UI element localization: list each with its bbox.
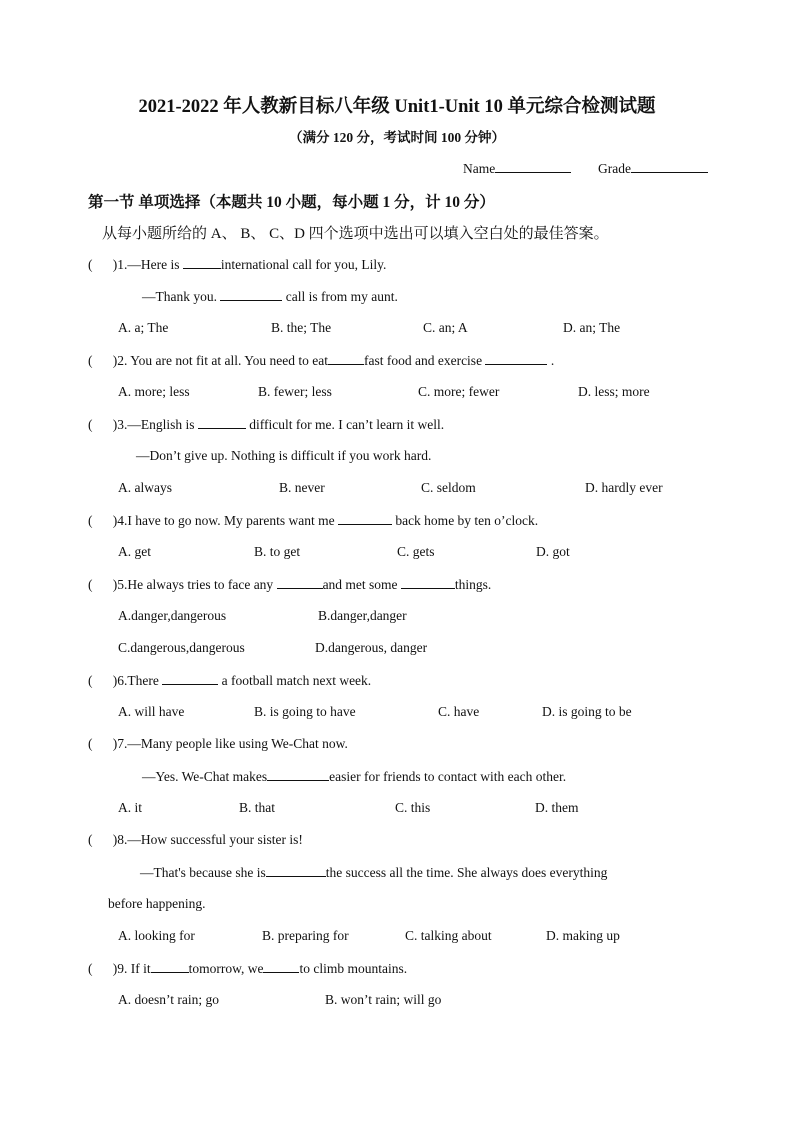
- answer-paren[interactable]: (: [88, 673, 113, 688]
- answer-blank: [266, 864, 326, 877]
- question-text: easier for friends to contact with each other.: [329, 769, 567, 784]
- option-d: D. is going to be: [542, 704, 632, 719]
- option-c: C.dangerous,dangerous: [118, 640, 245, 655]
- question-text: tomorrow, we: [188, 961, 264, 976]
- option-b: B. fewer; less: [258, 384, 332, 399]
- question-1: [88, 256, 386, 273]
- name-field[interactable]: [495, 160, 571, 173]
- question-8-continuation: before happening.: [108, 896, 206, 911]
- question-text: —Many people like using We-Chat now.: [127, 736, 348, 751]
- question-text: things.: [454, 577, 492, 592]
- option-c: C. more; fewer: [418, 384, 500, 399]
- page-subtitle: （满分 120 分，考试时间 100 分钟）: [289, 130, 505, 145]
- section-heading: 第一节 单项选择（本题共 10 小题，每小题 1 分，计 10 分）: [88, 194, 495, 211]
- question-text: back home by ten o’clock.: [391, 513, 539, 528]
- answer-blank: [183, 256, 221, 269]
- question-2: [88, 352, 554, 369]
- question-text: fast food and exercise: [363, 353, 486, 368]
- question-6: [88, 672, 371, 689]
- page-title: 2021-2022 年人教新目标八年级 Unit1-Unit 10 单元综合检测试题: [138, 97, 656, 117]
- answer-paren[interactable]: (: [88, 513, 113, 528]
- option-a: A. will have: [118, 704, 185, 719]
- option-b: B. the; The: [271, 320, 332, 335]
- question-text: If it: [127, 961, 151, 976]
- question-text: —English is: [127, 417, 198, 432]
- question-5: [88, 576, 491, 593]
- answer-blank: [151, 960, 189, 973]
- question-text: —Yes. We-Chat makes: [142, 769, 268, 784]
- option-b: B. never: [279, 480, 325, 495]
- grade-label: Grade: [597, 161, 631, 176]
- answer-blank: [338, 512, 392, 525]
- question-text: call is from my aunt.: [282, 289, 398, 304]
- option-a: A. more; less: [118, 384, 190, 399]
- option-b: B. preparing for: [262, 928, 349, 943]
- option-a: A. a; The: [118, 320, 169, 335]
- question-text: and met some: [322, 577, 401, 592]
- question-text: a football match next week.: [218, 673, 372, 688]
- answer-blank: [277, 576, 323, 589]
- option-d: D. them: [535, 800, 579, 815]
- option-a: A. doesn’t rain; go: [118, 992, 219, 1007]
- question-9: [88, 960, 407, 977]
- question-text: —That's because she is: [140, 865, 266, 880]
- question-text: difficult for me. I can’t learn it well.: [245, 417, 445, 432]
- question-number: )8.: [112, 832, 128, 847]
- name-label: Name: [463, 161, 496, 176]
- answer-paren[interactable]: (: [88, 353, 113, 368]
- name-grade-line: [463, 160, 708, 177]
- option-c: C. have: [438, 704, 480, 719]
- answer-paren[interactable]: (: [88, 577, 113, 592]
- option-b: B. to get: [254, 544, 301, 559]
- option-a: A. always: [118, 480, 172, 495]
- option-d: D.dangerous, danger: [315, 640, 428, 655]
- answer-paren[interactable]: (: [88, 257, 113, 272]
- grade-field[interactable]: [631, 160, 708, 173]
- question-number: )9.: [112, 961, 128, 976]
- answer-paren[interactable]: (: [88, 832, 113, 847]
- question-text: —How successful your sister is!: [127, 832, 303, 847]
- option-d: D. an; The: [563, 320, 621, 335]
- question-7: [88, 736, 348, 752]
- question-4: [88, 512, 538, 529]
- question-8-reply: [140, 864, 607, 881]
- question-text: —Thank you.: [142, 289, 221, 304]
- option-b: B. that: [239, 800, 275, 815]
- option-a: A. it: [118, 800, 143, 815]
- question-text: He always tries to face any: [127, 577, 277, 592]
- option-b: B. won’t rain; will go: [325, 992, 442, 1007]
- question-text: —Here is: [127, 257, 183, 272]
- option-a: A. looking for: [118, 928, 195, 943]
- option-d: D. got: [536, 544, 570, 559]
- answer-blank: [485, 352, 547, 365]
- question-1-reply: [142, 288, 398, 305]
- question-number: )5.: [112, 577, 128, 592]
- question-text: international call for you, Lily.: [220, 257, 387, 272]
- question-number: )7.: [112, 736, 128, 751]
- option-d: D. hardly ever: [585, 480, 663, 495]
- option-c: C. talking about: [405, 928, 492, 943]
- question-number: )6.: [112, 673, 128, 688]
- answer-blank: [220, 288, 282, 301]
- option-c: C. this: [395, 800, 431, 815]
- question-text: the success all the time. She always does everything: [325, 865, 608, 880]
- option-d: D. less; more: [578, 384, 650, 399]
- answer-blank: [401, 576, 455, 589]
- question-7-reply: [142, 768, 566, 785]
- answer-blank: [267, 768, 329, 781]
- answer-paren[interactable]: (: [88, 417, 113, 432]
- answer-paren[interactable]: (: [88, 961, 113, 976]
- option-b: B. is going to have: [254, 704, 356, 719]
- option-b: B.danger,danger: [318, 608, 407, 623]
- option-a: A.danger,dangerous: [118, 608, 227, 623]
- option-c: C. an; A: [423, 320, 468, 335]
- question-number: )3.: [112, 417, 128, 432]
- question-text: to climb mountains.: [299, 961, 408, 976]
- answer-paren[interactable]: (: [88, 736, 113, 751]
- option-c: C. seldom: [421, 480, 476, 495]
- question-text: I have to go now. My parents want me: [127, 513, 338, 528]
- question-8: [88, 832, 303, 848]
- answer-blank: [263, 960, 299, 973]
- question-number: )2.: [112, 353, 128, 368]
- question-text: There: [127, 673, 163, 688]
- option-a: A. get: [118, 544, 151, 559]
- answer-blank: [162, 672, 218, 685]
- answer-blank: [198, 416, 246, 429]
- question-3-reply: —Don’t give up. Nothing is difficult if you work hard.: [136, 448, 432, 463]
- answer-blank: [328, 352, 364, 365]
- question-3: [88, 416, 444, 433]
- option-d: D. making up: [546, 928, 620, 943]
- question-number: )4.: [112, 513, 128, 528]
- section-instruction: 从每小题所给的 A、 B、 C、D 四个选项中选出可以填入空白处的最佳答案。: [102, 226, 609, 242]
- question-text: You are not fit at all. You need to eat: [127, 353, 328, 368]
- question-number: )1.: [112, 257, 128, 272]
- question-text: .: [547, 353, 555, 368]
- option-c: C. gets: [397, 544, 435, 559]
